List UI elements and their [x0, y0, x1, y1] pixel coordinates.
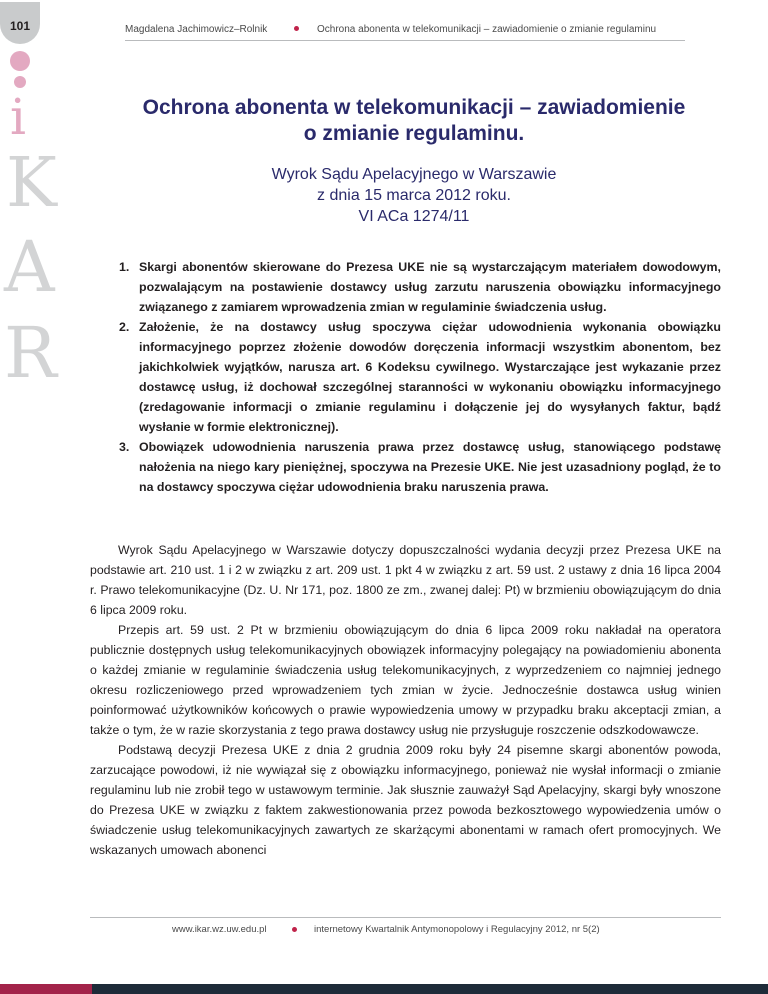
- thesis-item: [117, 257, 721, 317]
- thesis-text: Skargi abonentów skierowane do Prezesa UKE nie są wystarczającym materiałem dowodowym, pozwalającym na postawienie dostawcy usług zarzutu naruszenia obowiązku informacyjnego związanego z zamiarem wprowadzenia zmian w regulaminie świadczenia usług.: [139, 260, 721, 314]
- thesis-text: Obowiązek udowodnienia naruszenia prawa przez dostawcę usług, stanowiącego podstawę nałożenia na niego kary pieniężnej, spoczywa na Prezesie UKE. Nie jest uzasadniony pogląd, że to na dostawcy spoczywa ciężar udowodnienia braku naruszenia prawa.: [139, 440, 721, 494]
- header-title: Ochrona abonenta w telekomunikacji – zawiadomienie o zmianie regulaminu: [317, 24, 657, 35]
- body-paragraph: Podstawą decyzji Prezesa UKE z dnia 2 grudnia 2009 roku były 24 pisemne skargi abonentów powoda, zarzucające powodowi, iż nie wywiązał się z obowiązku informacyjnego, ponieważ nie wysłał informacji o zmianie regulaminu lub nie zrobił tego w ustawowym terminie. Jak słusznie zauważył Sąd Apelacyjny, skargi były wnoszone do Prezesa UKE w związku z faktem zakwestionowania przez powoda bezkosztowego wypowiedzenia umów o świadczenie usług telekomunikacyjnych zawartych ze skarżącymi abonentami w ramach ofert promocyjnych. We wskazanych umowach abonenci: [90, 743, 721, 857]
- thesis-number: 2.: [119, 320, 130, 334]
- logo-dot-large: [10, 51, 30, 71]
- footer-website-link[interactable]: www.ikar.wz.uw.edu.pl: [172, 924, 267, 935]
- footer-divider: [90, 917, 721, 918]
- page-number-tab: [0, 2, 40, 44]
- header-bullet: [294, 26, 299, 31]
- body-paragraph: Wyrok Sądu Apelacyjnego w Warszawie dotyczy dopuszczalności wydania decyzji przez Prezesa UKE na podstawie art. 210 ust. 1 i 2 w związku z art. 209 ust. 1 pkt 4 w związku z art. 59 ust. 2 ustawy z dnia 16 lipca 2004 r. Prawo telekomunikacyjne (Dz. U. Nr 171, poz. 1800 ze zm., zwanej dalej: Pt) w brzmieniu obowiązującym do dnia 6 lipca 2009 roku.: [90, 543, 721, 617]
- logo-letter-k: K: [6, 144, 57, 223]
- article-title: [90, 95, 738, 147]
- thesis-number: 1.: [119, 260, 130, 274]
- subtitle-line-2: z dnia 15 marca 2012 roku.: [317, 187, 511, 204]
- theses-list: [117, 257, 721, 497]
- subtitle-line-1: Wyrok Sądu Apelacyjnego w Warszawie: [271, 166, 557, 183]
- bottom-bar-accent: [0, 984, 92, 994]
- footer: [0, 922, 768, 938]
- subtitle-line-3: VI ACa 1274/11: [358, 208, 470, 225]
- logo-letter-a: A: [4, 226, 55, 308]
- thesis-item: [117, 437, 721, 497]
- logo-dot-small: [14, 76, 26, 88]
- footer-journal: internetowy Kwartalnik Antymonopolowy i Regulacyjny 2012, nr 5(2): [314, 924, 600, 935]
- title-line-2: o zmianie regulaminu.: [303, 122, 525, 145]
- thesis-text: Założenie, że na dostawcy usług spoczywa ciężar udowodnienia wykonania obowiązku informacyjnego poprzez złożenie dowodów doręczenia informacji wszystkim abonentom, bez jakichkolwiek wyjątków, narusza art. 6 Kodeksu cywilnego. Wystarczające jest wykazanie przez dostawcę usług, iż dochował szczególnej staranności w wykonaniu obowiązku informacyjnego (zredagowanie informacji o zmianie regulaminu i dołączenie jej do wysyłanych faktur, bądź wysłanie w formie elektronicznej).: [139, 320, 721, 434]
- thesis-number: 3.: [119, 440, 130, 454]
- footer-bullet: [292, 927, 297, 932]
- bottom-bar: [0, 984, 768, 994]
- header-author: Magdalena Jachimowicz–Rolnik: [125, 24, 268, 35]
- article-body: [90, 540, 721, 860]
- running-header: [125, 22, 685, 41]
- logo-letter-i: i: [10, 88, 26, 146]
- thesis-item: [117, 317, 721, 437]
- judgment-reference: [90, 164, 738, 227]
- logo-letter-r: R: [4, 312, 57, 394]
- title-line-1: Ochrona abonenta w telekomunikacji – zawiadomienie: [142, 96, 686, 119]
- page-number: 101: [9, 19, 31, 33]
- body-paragraph: Przepis art. 59 ust. 2 Pt w brzmieniu obowiązującym do dnia 6 lipca 2009 roku nakładał na operatora publicznie dostępnych usług telekomunikacyjnych obowiązek informacyjny polegający na powiadomieniu abonenta o każdej zmianie w regulaminie świadczenia usług telekomunikacyjnych, z wyprzedzeniem co najmniej jednego okresu rozliczeniowego przed wprowadzeniem tych zmian w życie. Jednocześnie dostawca usług winien poinformować użytkowników końcowych o prawie wypowiedzenia umowy w przypadku braku akceptacji zmian, a także o tym, że w razie skorzystania z tego prawa dostawcy usług nie przysługuje roszczenie odszkodowawcze.: [90, 623, 721, 737]
